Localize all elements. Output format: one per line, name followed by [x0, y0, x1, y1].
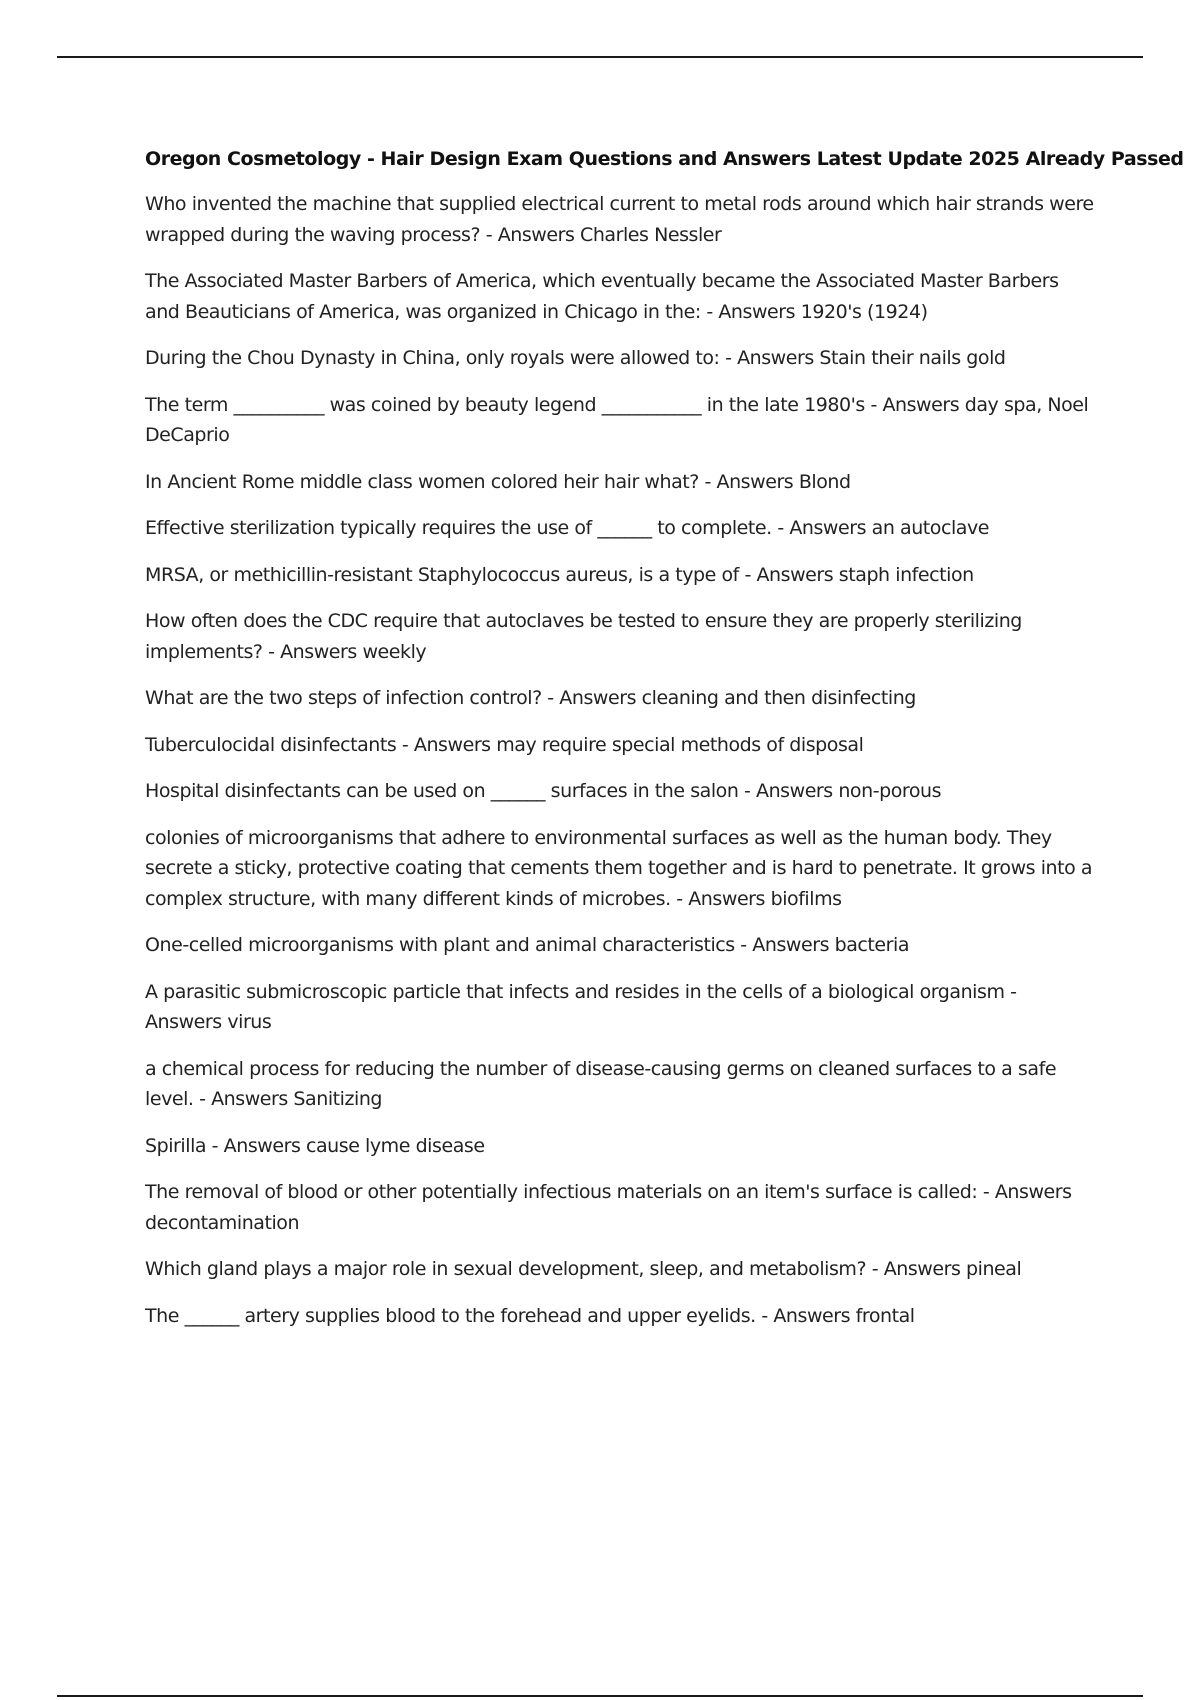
qa-item-10: Tuberculocidal disinfectants - Answers may require special methods of disposal: [145, 733, 864, 756]
qa-item-2: The Associated Master Barbers of America, which eventually became the Associated Master Barbers and Beauticians of America, was organized in Chicago in the: - Answers 1920's (1924): [145, 270, 1059, 323]
qa-item-14: A parasitic submicroscopic particle that infects and resides in the cells of a biological organism - Answers virus: [145, 980, 1017, 1033]
qa-item-3: During the Chou Dynasty in China, only royals were allowed to: - Answers Stain their nails gold: [145, 347, 1006, 369]
qa-item-4: The term __________ was coined by beauty legend ___________ in the late 1980's - Answers day spa, Noel DeCaprio: [145, 393, 1089, 446]
qa-item-12: colonies of microorganisms that adhere to environmental surfaces as well as the human body. They secrete a sticky, protective coating that cements them together and is hard to penetrate. It grows into a complex structure, with many different kinds of microbes. - Answers biofilms: [145, 826, 1093, 910]
footer-rule: [57, 1695, 1143, 1697]
qa-item-6: Effective sterilization typically requires the use of ______ to complete. - Answers an autoclave: [145, 517, 990, 539]
document-title: Oregon Cosmetology - Hair Design Exam Questions and Answers Latest Update 2025 Already Passed: [145, 148, 1184, 170]
qa-item-8: How often does the CDC require that autoclaves be tested to ensure they are properly sterilizing implements? - Answers weekly: [145, 610, 1022, 663]
header-rule: [57, 56, 1143, 58]
qa-item-5: In Ancient Rome middle class women colored heir hair what? - Answers Blond: [145, 470, 851, 493]
qa-item-17: The removal of blood or other potentially infectious materials on an item's surface is called: - Answers decontamination: [145, 1181, 1072, 1234]
qa-item-7: MRSA, or methicillin-resistant Staphylococcus aureus, is a type of - Answers staph infection: [145, 563, 974, 586]
qa-item-13: One-celled microorganisms with plant and animal characteristics - Answers bacteria: [145, 934, 910, 956]
qa-item-18: Which gland plays a major role in sexual development, sleep, and metabolism? - Answers pineal: [145, 1258, 1022, 1280]
qa-item-19: The ______ artery supplies blood to the forehead and upper eyelids. - Answers frontal: [145, 1304, 915, 1327]
document-body: [145, 146, 1184, 1347]
qa-item-1: Who invented the machine that supplied electrical current to metal rods around which hair strands were wrapped during the waving process? - Answers Charles Nessler: [145, 193, 1094, 246]
qa-item-9: What are the two steps of infection control? - Answers cleaning and then disinfecting: [145, 687, 916, 709]
qa-item-11: Hospital disinfectants can be used on ______ surfaces in the salon - Answers non-porous: [145, 780, 942, 802]
qa-item-15: a chemical process for reducing the number of disease-causing germs on cleaned surfaces to a safe level. - Answers Sanitizing: [145, 1057, 1057, 1110]
qa-item-16: Spirilla - Answers cause lyme disease: [145, 1134, 485, 1157]
